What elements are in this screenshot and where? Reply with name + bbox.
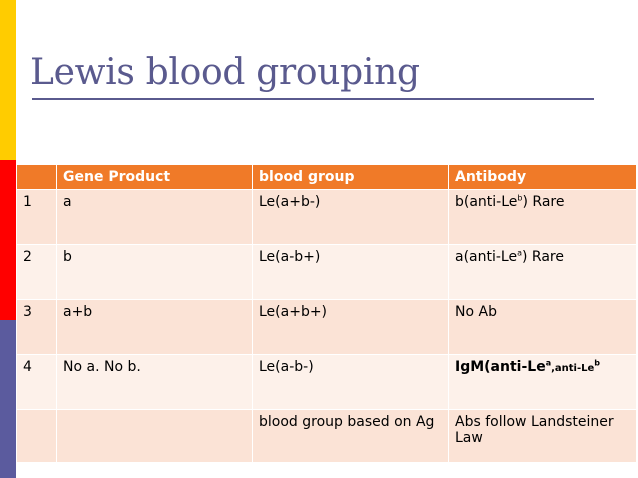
table-row [17,245,637,300]
table-header-row [17,165,637,190]
header-blood-group: blood group [253,165,449,190]
antibody-cell [449,245,637,300]
accent-bar-red [0,160,16,320]
blood-group-cell: blood group based on Ag [253,410,449,463]
antibody-text-mid: ,anti-Le [551,363,595,374]
gene-product-cell [57,410,253,463]
lewis-table [16,164,637,463]
row-num: 4 [17,355,57,410]
antibody-cell [449,355,637,410]
row-num [17,410,57,463]
slide-title: Lewis blood grouping [30,52,420,93]
antibody-cell: Abs follow Landsteiner Law [449,410,637,463]
gene-product-cell: a [57,190,253,245]
antibody-cell [449,190,637,245]
header-gene-product: Gene Product [57,165,253,190]
blood-group-cell: Le(a-b-) [253,355,449,410]
row-num: 1 [17,190,57,245]
title-underline [32,98,594,100]
antibody-superscript-2: b [594,358,601,368]
accent-bar-yellow [0,0,16,160]
table-row [17,355,637,410]
accent-bar-blue [0,320,16,478]
antibody-superscript: b [517,193,523,203]
gene-product-cell: b [57,245,253,300]
antibody-text-suffix: ) Rare [522,194,565,210]
blood-group-cell: Le(a+b-) [253,190,449,245]
table-row [17,190,637,245]
antibody-text: b(anti-Le [455,194,518,210]
antibody-text: IgM(anti-Le [455,359,546,375]
row-num: 2 [17,245,57,300]
antibody-cell: No Ab [449,300,637,355]
blood-group-cell: Le(a+b+) [253,300,449,355]
antibody-text: a(anti-Le [455,249,518,265]
header-antibody: Antibody [449,165,637,190]
antibody-text-suffix: ) Rare [522,249,564,265]
gene-product-cell: a+b [57,300,253,355]
antibody-superscript: a [517,248,522,258]
table-row [17,410,637,463]
row-num: 3 [17,300,57,355]
table-row [17,300,637,355]
antibody-superscript: a [545,358,552,368]
blood-group-cell: Le(a-b+) [253,245,449,300]
header-num [17,165,57,190]
gene-product-cell: No a. No b. [57,355,253,410]
